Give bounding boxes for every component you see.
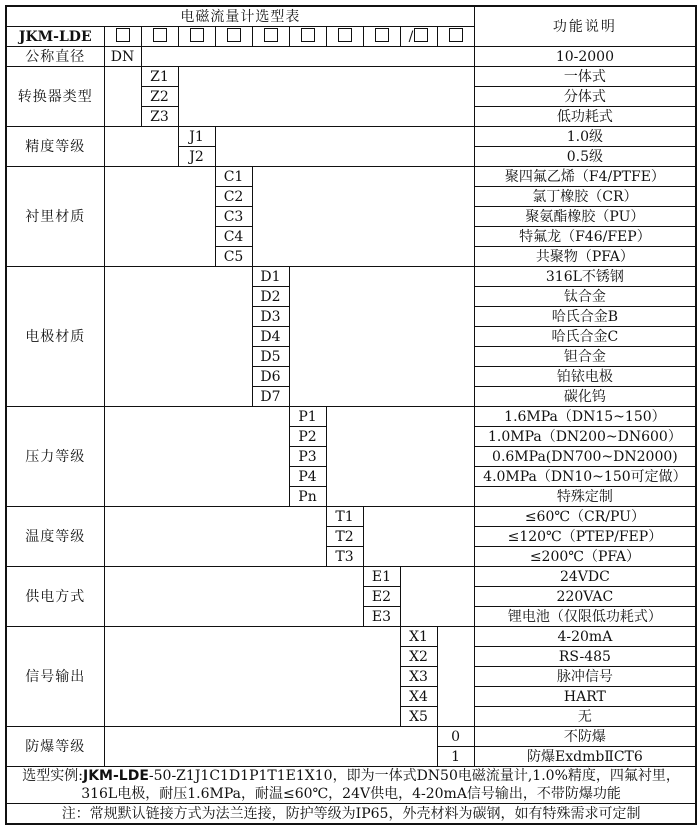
spacer-cell (104, 127, 178, 167)
option-code: 0 (437, 727, 474, 747)
option-code: C5 (215, 247, 252, 267)
option-code: P4 (289, 467, 326, 487)
spacer-cell (215, 127, 474, 167)
option-code: D5 (252, 347, 289, 367)
option-description: 低功耗式 (474, 107, 696, 127)
option-code: Pn (289, 487, 326, 507)
category-label: 精度等级 (6, 127, 104, 167)
spacer-cell (400, 567, 474, 627)
category-label: 供电方式 (6, 567, 104, 627)
option-description: 1.0MPa（DN200~DN600） (474, 427, 696, 447)
model-checkbox-cell (326, 27, 363, 47)
option-description: 10-2000 (474, 47, 696, 67)
spacer-cell (104, 267, 252, 407)
option-description: 防爆ExdmbⅡCT6 (474, 747, 696, 767)
option-description: 1.6MPa（DN15~150） (474, 407, 696, 427)
example-row (6, 767, 696, 804)
table-row (6, 727, 696, 747)
table-row (6, 567, 696, 587)
option-description: 4-20mA (474, 627, 696, 647)
checkbox-icon (414, 28, 428, 42)
option-description: 1.0级 (474, 127, 696, 147)
option-code: X4 (400, 687, 437, 707)
option-description: ≤120℃（PTEP/FEP） (474, 527, 696, 547)
slash-separator: / (408, 28, 414, 45)
option-code: J2 (178, 147, 215, 167)
option-code: Z2 (141, 87, 178, 107)
table-row (6, 167, 696, 187)
option-description: 共聚物（PFA） (474, 247, 696, 267)
option-description: 不防爆 (474, 727, 696, 747)
option-code: C3 (215, 207, 252, 227)
model-checkbox-cell (215, 27, 252, 47)
option-code: X2 (400, 647, 437, 667)
option-code: C4 (215, 227, 252, 247)
option-description: 一体式 (474, 67, 696, 87)
option-code: J1 (178, 127, 215, 147)
option-description: 哈氏合金B (474, 307, 696, 327)
category-label: 电极材质 (6, 267, 104, 407)
option-code: E1 (363, 567, 400, 587)
option-description: 无 (474, 707, 696, 727)
option-code: D3 (252, 307, 289, 327)
category-label: 公称直径 (6, 47, 104, 67)
model-prefix: JKM-LDE (6, 27, 104, 47)
spacer-cell (437, 627, 474, 727)
option-description: 哈氏合金C (474, 327, 696, 347)
checkbox-icon (375, 28, 389, 42)
table-row (6, 67, 696, 87)
option-code: T2 (326, 527, 363, 547)
spacer-cell (104, 67, 141, 127)
spacer-cell (252, 167, 474, 267)
option-code: X1 (400, 627, 437, 647)
option-code: Z1 (141, 67, 178, 87)
option-code: D6 (252, 367, 289, 387)
option-description: 锂电池（仅限低功耗式） (474, 607, 696, 627)
option-code: E2 (363, 587, 400, 607)
option-code: X5 (400, 707, 437, 727)
option-description: 220VAC (474, 587, 696, 607)
selection-example (6, 767, 696, 804)
model-checkbox-cell (400, 27, 437, 47)
checkbox-icon (264, 28, 278, 42)
option-description: 0.6MPa(DN700~DN2000) (474, 447, 696, 467)
example-model-code: JKM-LDE (83, 768, 149, 784)
spacer-cell (104, 627, 400, 727)
option-description: 钛合金 (474, 287, 696, 307)
checkbox-icon (190, 28, 204, 42)
spacer-cell (104, 167, 215, 267)
option-code: E3 (363, 607, 400, 627)
checkbox-icon (153, 28, 167, 42)
option-description: HART (474, 687, 696, 707)
category-label: 压力等级 (6, 407, 104, 507)
option-code: D2 (252, 287, 289, 307)
model-checkbox-cell (141, 27, 178, 47)
spacer-cell (178, 67, 474, 127)
option-description: 聚氨酯橡胶（PU） (474, 207, 696, 227)
category-label: 转换器类型 (6, 67, 104, 127)
example-label: 选型实例: (22, 768, 83, 784)
model-checkbox-cell (289, 27, 326, 47)
example-text: -50-Z1J1C1D1P1T1E1X10，即为一体式DN50电磁流量计,1.0%精度，四氟衬里， (148, 768, 680, 784)
option-description: 24VDC (474, 567, 696, 587)
spacer-cell (104, 507, 326, 567)
table-row (6, 47, 696, 67)
table-title: 电磁流量计选型表 (6, 6, 474, 27)
function-header: 功能说明 (474, 6, 696, 47)
example-line1 (7, 767, 695, 785)
option-code: T3 (326, 547, 363, 567)
option-code: D4 (252, 327, 289, 347)
option-description: 316L不锈钢 (474, 267, 696, 287)
checkbox-icon (301, 28, 315, 42)
category-label: 温度等级 (6, 507, 104, 567)
spacer-cell (363, 507, 474, 567)
checkbox-icon (338, 28, 352, 42)
option-code: D1 (252, 267, 289, 287)
option-description: 脉冲信号 (474, 667, 696, 687)
note-row (6, 804, 696, 825)
table-row (6, 267, 696, 287)
option-description: ≤200℃（PFA） (474, 547, 696, 567)
table-row (6, 127, 696, 147)
option-code: T1 (326, 507, 363, 527)
category-label: 信号输出 (6, 627, 104, 727)
option-code: P1 (289, 407, 326, 427)
option-code: P2 (289, 427, 326, 447)
option-description: 分体式 (474, 87, 696, 107)
spacer-cell (104, 407, 289, 507)
model-checkbox-cell (104, 27, 141, 47)
option-code: X3 (400, 667, 437, 687)
spacer-cell (104, 567, 363, 627)
option-code: Z3 (141, 107, 178, 127)
option-code: C1 (215, 167, 252, 187)
table-row (6, 627, 696, 647)
checkbox-icon (227, 28, 241, 42)
model-checkbox-cell (437, 27, 474, 47)
model-checkbox-cell (178, 27, 215, 47)
option-description: ≤60℃（CR/PU） (474, 507, 696, 527)
option-code: P3 (289, 447, 326, 467)
option-description: 特殊定制 (474, 487, 696, 507)
option-code: D7 (252, 387, 289, 407)
option-code: 1 (437, 747, 474, 767)
spacer-cell (141, 47, 474, 67)
model-checkbox-cell (363, 27, 400, 47)
checkbox-icon (449, 28, 463, 42)
checkbox-icon (116, 28, 130, 42)
option-description: 钽合金 (474, 347, 696, 367)
option-description: 聚四氟乙烯（F4/PTFE） (474, 167, 696, 187)
spacer-cell (289, 267, 474, 407)
category-label: 衬里材质 (6, 167, 104, 267)
option-code: DN (104, 47, 141, 67)
note-text: 注：常规默认链接方式为法兰连接，防护等级为IP65，外壳材料为碳钢，如有特殊需求可定制 (6, 804, 696, 825)
table-row (6, 507, 696, 527)
option-description: 氯丁橡胶（CR） (474, 187, 696, 207)
example-line2: 316L电极，耐压1.6MPa，耐温≤60℃，24V供电，4-20mA信号输出，不带防爆功能 (81, 786, 621, 802)
spacer-cell (326, 407, 474, 507)
option-description: 0.5级 (474, 147, 696, 167)
option-description: 铂铱电极 (474, 367, 696, 387)
option-description: 碳化钨 (474, 387, 696, 407)
option-description: RS-485 (474, 647, 696, 667)
table-row (6, 407, 696, 427)
option-description: 4.0MPa（DN10~150可定做） (474, 467, 696, 487)
option-code: C2 (215, 187, 252, 207)
spacer-cell (104, 727, 437, 767)
model-checkbox-cell (252, 27, 289, 47)
selection-table (5, 5, 697, 825)
option-description: 特氟龙（F46/FEP） (474, 227, 696, 247)
category-label: 防爆等级 (6, 727, 104, 767)
